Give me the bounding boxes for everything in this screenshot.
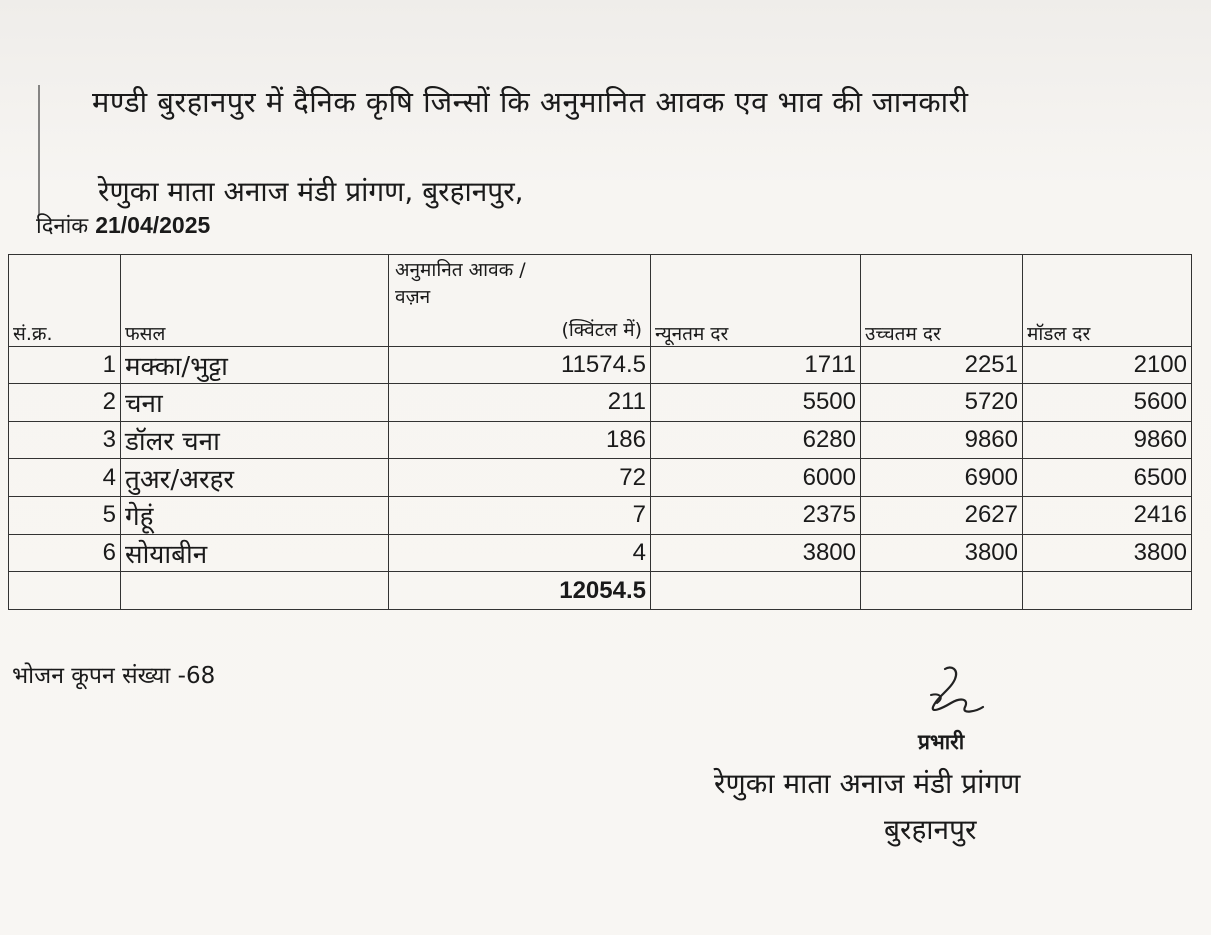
row-modal-rate: 6500 <box>1023 459 1192 497</box>
total-empty-cell <box>651 572 861 610</box>
col-header-quantity-line1: अनुमानित आवक / <box>395 259 526 281</box>
table-row <box>9 459 1192 497</box>
handwritten-signature <box>925 663 985 723</box>
col-header-min-rate: न्यूनतम दर <box>651 255 861 347</box>
col-header-crop: फसल <box>121 255 389 347</box>
row-sn: 6 <box>9 534 121 572</box>
row-modal-rate: 5600 <box>1023 384 1192 422</box>
col-header-max-rate: उच्चतम दर <box>861 255 1023 347</box>
row-modal-rate: 2416 <box>1023 497 1192 535</box>
col-header-quantity-unit: (क्विंटल में) <box>561 318 642 341</box>
row-modal-rate: 3800 <box>1023 534 1192 572</box>
table-row <box>9 421 1192 459</box>
total-empty-cell <box>121 572 389 610</box>
row-crop: चना <box>121 384 389 422</box>
signatory-organization: रेणुका माता अनाज मंडी प्रांगण <box>714 767 1021 800</box>
table-row <box>9 384 1192 422</box>
date-value: 21/04/2025 <box>95 212 211 238</box>
table-row <box>9 534 1192 572</box>
row-max-rate: 2251 <box>861 346 1023 384</box>
row-crop: मक्का/भुट्टा <box>121 346 389 384</box>
table-row <box>9 346 1192 384</box>
row-quantity: 4 <box>389 534 651 572</box>
row-min-rate: 6280 <box>651 421 861 459</box>
total-empty-cell <box>861 572 1023 610</box>
total-quantity: 12054.5 <box>389 572 651 610</box>
row-max-rate: 3800 <box>861 534 1023 572</box>
row-quantity: 7 <box>389 497 651 535</box>
total-empty-cell <box>9 572 121 610</box>
meal-coupon-count: भोजन कूपन संख्या -68 <box>12 663 216 689</box>
date-label: दिनांक <box>36 214 89 239</box>
row-sn: 1 <box>9 346 121 384</box>
row-quantity: 211 <box>389 384 651 422</box>
row-modal-rate: 9860 <box>1023 421 1192 459</box>
row-sn: 5 <box>9 497 121 535</box>
row-crop: सोयाबीन <box>121 534 389 572</box>
rates-table <box>8 254 1192 610</box>
col-header-quantity-line2: वज़न <box>395 286 431 308</box>
row-max-rate: 6900 <box>861 459 1023 497</box>
table-header-row <box>9 255 1192 347</box>
row-quantity: 11574.5 <box>389 346 651 384</box>
date-line <box>36 210 210 240</box>
row-quantity: 186 <box>389 421 651 459</box>
row-min-rate: 3800 <box>651 534 861 572</box>
col-header-modal-rate: मॉडल दर <box>1023 255 1192 347</box>
row-min-rate: 5500 <box>651 384 861 422</box>
row-max-rate: 5720 <box>861 384 1023 422</box>
col-header-sn: सं.क्र. <box>9 255 121 347</box>
signatory-city: बुरहानपुर <box>884 813 977 846</box>
row-crop: गेहूं <box>121 497 389 535</box>
row-crop: डॉलर चना <box>121 421 389 459</box>
row-min-rate: 6000 <box>651 459 861 497</box>
rates-table-container <box>8 254 1191 610</box>
table-total-row <box>9 572 1192 610</box>
market-name: रेणुका माता अनाज मंडी प्रांगण, बुरहानपुर, <box>98 175 524 208</box>
row-max-rate: 9860 <box>861 421 1023 459</box>
row-sn: 2 <box>9 384 121 422</box>
row-modal-rate: 2100 <box>1023 346 1192 384</box>
row-sn: 4 <box>9 459 121 497</box>
row-max-rate: 2627 <box>861 497 1023 535</box>
row-sn: 3 <box>9 421 121 459</box>
row-crop: तुअर/अरहर <box>121 459 389 497</box>
row-min-rate: 1711 <box>651 346 861 384</box>
total-empty-cell <box>1023 572 1192 610</box>
table-row <box>9 497 1192 535</box>
signatory-role: प्रभारी <box>918 730 965 754</box>
margin-line <box>38 85 40 215</box>
row-quantity: 72 <box>389 459 651 497</box>
col-header-quantity <box>389 255 651 347</box>
document-title: मण्डी बुरहानपुर में दैनिक कृषि जिन्सों कि अनुमानित आवक एव भाव की जानकारी <box>92 85 969 119</box>
row-min-rate: 2375 <box>651 497 861 535</box>
